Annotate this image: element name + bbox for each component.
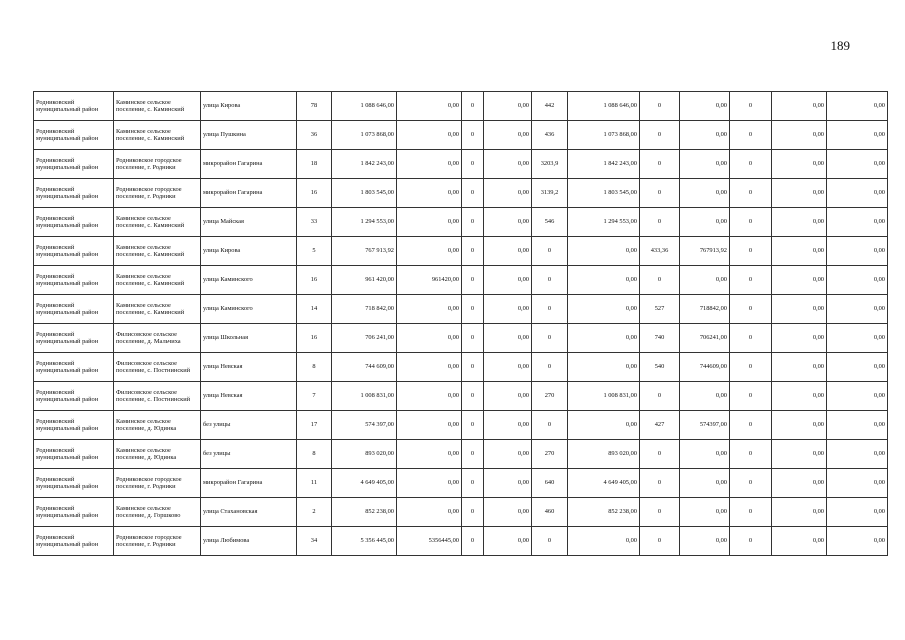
value-cell-c8: 0,00	[484, 527, 532, 556]
street-cell: улица Каминского	[201, 266, 297, 295]
value-cell-c9: 0	[532, 237, 568, 266]
value-cell-c5: 1 803 545,00	[332, 179, 397, 208]
registry-table	[33, 91, 888, 556]
value-cell-c7: 0	[462, 150, 484, 179]
house-number-cell: 33	[297, 208, 332, 237]
value-cell-c7: 0	[462, 179, 484, 208]
value-cell-c9: 0	[532, 411, 568, 440]
value-cell-c11: 540	[640, 353, 680, 382]
value-cell-c11: 527	[640, 295, 680, 324]
district-cell: Родниковский муниципальный район	[34, 324, 114, 353]
value-cell-c14: 0,00	[772, 469, 827, 498]
district-cell: Родниковский муниципальный район	[34, 498, 114, 527]
value-cell-c15: 0,00	[827, 527, 888, 556]
district-cell: Родниковский муниципальный район	[34, 382, 114, 411]
value-cell-c5: 4 649 405,00	[332, 469, 397, 498]
value-cell-c9: 460	[532, 498, 568, 527]
value-cell-c8: 0,00	[484, 353, 532, 382]
settlement-cell: Каминское сельское поселение, с. Каминский	[114, 121, 201, 150]
value-cell-c8: 0,00	[484, 208, 532, 237]
value-cell-c11: 433,36	[640, 237, 680, 266]
value-cell-c8: 0,00	[484, 469, 532, 498]
value-cell-c14: 0,00	[772, 295, 827, 324]
value-cell-c6: 0,00	[397, 179, 462, 208]
street-cell: улица Кирова	[201, 92, 297, 121]
value-cell-c6: 0,00	[397, 469, 462, 498]
value-cell-c13: 0	[730, 353, 772, 382]
value-cell-c12: 0,00	[680, 208, 730, 237]
street-cell: микрорайон Гагарина	[201, 150, 297, 179]
value-cell-c15: 0,00	[827, 295, 888, 324]
value-cell-c14: 0,00	[772, 92, 827, 121]
settlement-cell: Филисовское сельское поселение, с. Постнинский	[114, 353, 201, 382]
district-cell: Родниковский муниципальный район	[34, 237, 114, 266]
settlement-cell: Каминское сельское поселение, с. Каминский	[114, 208, 201, 237]
value-cell-c14: 0,00	[772, 179, 827, 208]
value-cell-c15: 0,00	[827, 469, 888, 498]
house-number-cell: 17	[297, 411, 332, 440]
street-cell: без улицы	[201, 440, 297, 469]
settlement-cell: Каминское сельское поселение, д. Юдинка	[114, 411, 201, 440]
value-cell-c15: 0,00	[827, 208, 888, 237]
value-cell-c14: 0,00	[772, 266, 827, 295]
table-body	[34, 92, 888, 556]
table-row	[34, 179, 888, 208]
value-cell-c11: 0	[640, 266, 680, 295]
house-number-cell: 36	[297, 121, 332, 150]
house-number-cell: 2	[297, 498, 332, 527]
value-cell-c11: 0	[640, 150, 680, 179]
value-cell-c13: 0	[730, 411, 772, 440]
value-cell-c6: 0,00	[397, 382, 462, 411]
value-cell-c15: 0,00	[827, 382, 888, 411]
settlement-cell: Каминское сельское поселение, с. Каминский	[114, 266, 201, 295]
value-cell-c14: 0,00	[772, 121, 827, 150]
value-cell-c14: 0,00	[772, 382, 827, 411]
value-cell-c10: 0,00	[568, 353, 640, 382]
value-cell-c12: 0,00	[680, 266, 730, 295]
value-cell-c15: 0,00	[827, 179, 888, 208]
value-cell-c6: 0,00	[397, 121, 462, 150]
district-cell: Родниковский муниципальный район	[34, 208, 114, 237]
district-cell: Родниковский муниципальный район	[34, 92, 114, 121]
value-cell-c11: 0	[640, 179, 680, 208]
value-cell-c12: 744609,00	[680, 353, 730, 382]
settlement-cell: Каминское сельское поселение, с. Каминский	[114, 92, 201, 121]
value-cell-c9: 640	[532, 469, 568, 498]
value-cell-c7: 0	[462, 92, 484, 121]
value-cell-c14: 0,00	[772, 150, 827, 179]
value-cell-c9: 270	[532, 382, 568, 411]
value-cell-c13: 0	[730, 440, 772, 469]
value-cell-c11: 427	[640, 411, 680, 440]
settlement-cell: Родниковское городское поселение, г. Родники	[114, 527, 201, 556]
house-number-cell: 16	[297, 266, 332, 295]
value-cell-c10: 852 238,00	[568, 498, 640, 527]
value-cell-c6: 0,00	[397, 92, 462, 121]
value-cell-c8: 0,00	[484, 237, 532, 266]
value-cell-c10: 1 842 243,00	[568, 150, 640, 179]
value-cell-c8: 0,00	[484, 440, 532, 469]
district-cell: Родниковский муниципальный район	[34, 527, 114, 556]
house-number-cell: 16	[297, 324, 332, 353]
value-cell-c15: 0,00	[827, 121, 888, 150]
house-number-cell: 11	[297, 469, 332, 498]
value-cell-c5: 5 356 445,00	[332, 527, 397, 556]
value-cell-c8: 0,00	[484, 92, 532, 121]
value-cell-c9: 546	[532, 208, 568, 237]
value-cell-c5: 893 020,00	[332, 440, 397, 469]
value-cell-c9: 3203,9	[532, 150, 568, 179]
value-cell-c6: 0,00	[397, 411, 462, 440]
district-cell: Родниковский муниципальный район	[34, 266, 114, 295]
value-cell-c7: 0	[462, 498, 484, 527]
value-cell-c6: 0,00	[397, 295, 462, 324]
value-cell-c12: 0,00	[680, 498, 730, 527]
value-cell-c9: 442	[532, 92, 568, 121]
value-cell-c5: 1 842 243,00	[332, 150, 397, 179]
value-cell-c5: 852 238,00	[332, 498, 397, 527]
value-cell-c11: 0	[640, 440, 680, 469]
value-cell-c11: 740	[640, 324, 680, 353]
value-cell-c15: 0,00	[827, 440, 888, 469]
value-cell-c12: 574397,00	[680, 411, 730, 440]
value-cell-c9: 0	[532, 324, 568, 353]
street-cell: улица Майская	[201, 208, 297, 237]
value-cell-c6: 5356445,00	[397, 527, 462, 556]
table-row	[34, 411, 888, 440]
value-cell-c13: 0	[730, 92, 772, 121]
table-row	[34, 440, 888, 469]
value-cell-c10: 0,00	[568, 266, 640, 295]
value-cell-c9: 0	[532, 295, 568, 324]
value-cell-c12: 0,00	[680, 179, 730, 208]
street-cell: улица Невская	[201, 382, 297, 411]
table-row	[34, 121, 888, 150]
value-cell-c6: 0,00	[397, 150, 462, 179]
street-cell: улица Любимова	[201, 527, 297, 556]
value-cell-c5: 1 073 868,00	[332, 121, 397, 150]
value-cell-c15: 0,00	[827, 353, 888, 382]
value-cell-c11: 0	[640, 527, 680, 556]
value-cell-c6: 0,00	[397, 353, 462, 382]
value-cell-c10: 0,00	[568, 295, 640, 324]
house-number-cell: 8	[297, 440, 332, 469]
street-cell: улица Кирова	[201, 237, 297, 266]
value-cell-c8: 0,00	[484, 382, 532, 411]
value-cell-c11: 0	[640, 208, 680, 237]
value-cell-c7: 0	[462, 295, 484, 324]
page-number: 189	[830, 38, 850, 53]
value-cell-c11: 0	[640, 92, 680, 121]
value-cell-c12: 718842,00	[680, 295, 730, 324]
value-cell-c8: 0,00	[484, 179, 532, 208]
value-cell-c5: 744 609,00	[332, 353, 397, 382]
value-cell-c7: 0	[462, 353, 484, 382]
value-cell-c7: 0	[462, 266, 484, 295]
value-cell-c8: 0,00	[484, 121, 532, 150]
value-cell-c5: 767 913,92	[332, 237, 397, 266]
table-row	[34, 527, 888, 556]
street-cell: улица Стахановская	[201, 498, 297, 527]
table-row	[34, 295, 888, 324]
value-cell-c12: 0,00	[680, 150, 730, 179]
value-cell-c7: 0	[462, 324, 484, 353]
value-cell-c7: 0	[462, 208, 484, 237]
value-cell-c15: 0,00	[827, 150, 888, 179]
value-cell-c10: 1 294 553,00	[568, 208, 640, 237]
value-cell-c10: 1 008 831,00	[568, 382, 640, 411]
value-cell-c14: 0,00	[772, 324, 827, 353]
street-cell: улица Невская	[201, 353, 297, 382]
settlement-cell: Каминское сельское поселение, с. Каминский	[114, 295, 201, 324]
value-cell-c10: 1 803 545,00	[568, 179, 640, 208]
value-cell-c15: 0,00	[827, 92, 888, 121]
value-cell-c10: 0,00	[568, 237, 640, 266]
value-cell-c8: 0,00	[484, 295, 532, 324]
value-cell-c10: 893 020,00	[568, 440, 640, 469]
value-cell-c12: 0,00	[680, 527, 730, 556]
value-cell-c12: 706241,00	[680, 324, 730, 353]
value-cell-c5: 1 294 553,00	[332, 208, 397, 237]
value-cell-c15: 0,00	[827, 324, 888, 353]
value-cell-c7: 0	[462, 121, 484, 150]
value-cell-c7: 0	[462, 527, 484, 556]
value-cell-c7: 0	[462, 440, 484, 469]
value-cell-c8: 0,00	[484, 411, 532, 440]
house-number-cell: 14	[297, 295, 332, 324]
value-cell-c14: 0,00	[772, 353, 827, 382]
value-cell-c8: 0,00	[484, 498, 532, 527]
settlement-cell: Каминское сельское поселение, д. Юдинка	[114, 440, 201, 469]
district-cell: Родниковский муниципальный район	[34, 411, 114, 440]
value-cell-c14: 0,00	[772, 440, 827, 469]
value-cell-c5: 1 088 646,00	[332, 92, 397, 121]
value-cell-c12: 0,00	[680, 92, 730, 121]
value-cell-c9: 0	[532, 266, 568, 295]
value-cell-c11: 0	[640, 469, 680, 498]
settlement-cell: Филисовское сельское поселение, д. Мальчиха	[114, 324, 201, 353]
value-cell-c10: 4 649 405,00	[568, 469, 640, 498]
value-cell-c11: 0	[640, 382, 680, 411]
value-cell-c6: 0,00	[397, 208, 462, 237]
street-cell: без улицы	[201, 411, 297, 440]
house-number-cell: 34	[297, 527, 332, 556]
street-cell: улица Каминского	[201, 295, 297, 324]
value-cell-c10: 1 073 868,00	[568, 121, 640, 150]
house-number-cell: 7	[297, 382, 332, 411]
table-row	[34, 353, 888, 382]
district-cell: Родниковский муниципальный район	[34, 121, 114, 150]
table-row	[34, 266, 888, 295]
value-cell-c11: 0	[640, 121, 680, 150]
district-cell: Родниковский муниципальный район	[34, 295, 114, 324]
value-cell-c15: 0,00	[827, 266, 888, 295]
value-cell-c13: 0	[730, 498, 772, 527]
value-cell-c6: 0,00	[397, 324, 462, 353]
value-cell-c13: 0	[730, 266, 772, 295]
settlement-cell: Родниковское городское поселение, г. Родники	[114, 469, 201, 498]
house-number-cell: 18	[297, 150, 332, 179]
value-cell-c6: 0,00	[397, 498, 462, 527]
house-number-cell: 78	[297, 92, 332, 121]
value-cell-c13: 0	[730, 237, 772, 266]
street-cell: улица Школьная	[201, 324, 297, 353]
value-cell-c12: 0,00	[680, 469, 730, 498]
table-row	[34, 237, 888, 266]
district-cell: Родниковский муниципальный район	[34, 353, 114, 382]
value-cell-c12: 767913,92	[680, 237, 730, 266]
value-cell-c14: 0,00	[772, 208, 827, 237]
table-row	[34, 92, 888, 121]
table-row	[34, 382, 888, 411]
value-cell-c13: 0	[730, 121, 772, 150]
value-cell-c14: 0,00	[772, 498, 827, 527]
value-cell-c12: 0,00	[680, 440, 730, 469]
value-cell-c10: 0,00	[568, 324, 640, 353]
value-cell-c12: 0,00	[680, 382, 730, 411]
value-cell-c14: 0,00	[772, 237, 827, 266]
value-cell-c6: 0,00	[397, 237, 462, 266]
value-cell-c10: 1 088 646,00	[568, 92, 640, 121]
value-cell-c7: 0	[462, 237, 484, 266]
district-cell: Родниковский муниципальный район	[34, 150, 114, 179]
value-cell-c8: 0,00	[484, 150, 532, 179]
table-row	[34, 324, 888, 353]
house-number-cell: 16	[297, 179, 332, 208]
value-cell-c9: 0	[532, 527, 568, 556]
value-cell-c8: 0,00	[484, 324, 532, 353]
value-cell-c13: 0	[730, 527, 772, 556]
value-cell-c9: 270	[532, 440, 568, 469]
value-cell-c9: 0	[532, 353, 568, 382]
value-cell-c14: 0,00	[772, 411, 827, 440]
settlement-cell: Филисовское сельское поселение, с. Постнинский	[114, 382, 201, 411]
settlement-cell: Родниковское городское поселение, г. Родники	[114, 179, 201, 208]
value-cell-c13: 0	[730, 208, 772, 237]
table-row	[34, 150, 888, 179]
value-cell-c13: 0	[730, 295, 772, 324]
value-cell-c6: 0,00	[397, 440, 462, 469]
street-cell: микрорайон Гагарина	[201, 179, 297, 208]
settlement-cell: Каминское сельское поселение, д. Горшково	[114, 498, 201, 527]
table-row	[34, 498, 888, 527]
value-cell-c5: 1 008 831,00	[332, 382, 397, 411]
district-cell: Родниковский муниципальный район	[34, 179, 114, 208]
value-cell-c15: 0,00	[827, 237, 888, 266]
settlement-cell: Каминское сельское поселение, с. Каминский	[114, 237, 201, 266]
value-cell-c13: 0	[730, 179, 772, 208]
value-cell-c13: 0	[730, 469, 772, 498]
street-cell: микрорайон Гагарина	[201, 469, 297, 498]
value-cell-c7: 0	[462, 382, 484, 411]
value-cell-c13: 0	[730, 324, 772, 353]
value-cell-c6: 961420,00	[397, 266, 462, 295]
table-row	[34, 469, 888, 498]
house-number-cell: 8	[297, 353, 332, 382]
value-cell-c12: 0,00	[680, 121, 730, 150]
street-cell: улица Пушкина	[201, 121, 297, 150]
value-cell-c5: 574 397,00	[332, 411, 397, 440]
value-cell-c7: 0	[462, 411, 484, 440]
value-cell-c9: 436	[532, 121, 568, 150]
value-cell-c8: 0,00	[484, 266, 532, 295]
value-cell-c10: 0,00	[568, 411, 640, 440]
value-cell-c14: 0,00	[772, 527, 827, 556]
value-cell-c5: 718 842,00	[332, 295, 397, 324]
settlement-cell: Родниковское городское поселение, г. Родники	[114, 150, 201, 179]
district-cell: Родниковский муниципальный район	[34, 440, 114, 469]
value-cell-c11: 0	[640, 498, 680, 527]
value-cell-c15: 0,00	[827, 411, 888, 440]
value-cell-c5: 706 241,00	[332, 324, 397, 353]
table-row	[34, 208, 888, 237]
value-cell-c13: 0	[730, 382, 772, 411]
value-cell-c13: 0	[730, 150, 772, 179]
value-cell-c10: 0,00	[568, 527, 640, 556]
value-cell-c5: 961 420,00	[332, 266, 397, 295]
district-cell: Родниковский муниципальный район	[34, 469, 114, 498]
value-cell-c7: 0	[462, 469, 484, 498]
house-number-cell: 5	[297, 237, 332, 266]
value-cell-c15: 0,00	[827, 498, 888, 527]
value-cell-c9: 3139,2	[532, 179, 568, 208]
